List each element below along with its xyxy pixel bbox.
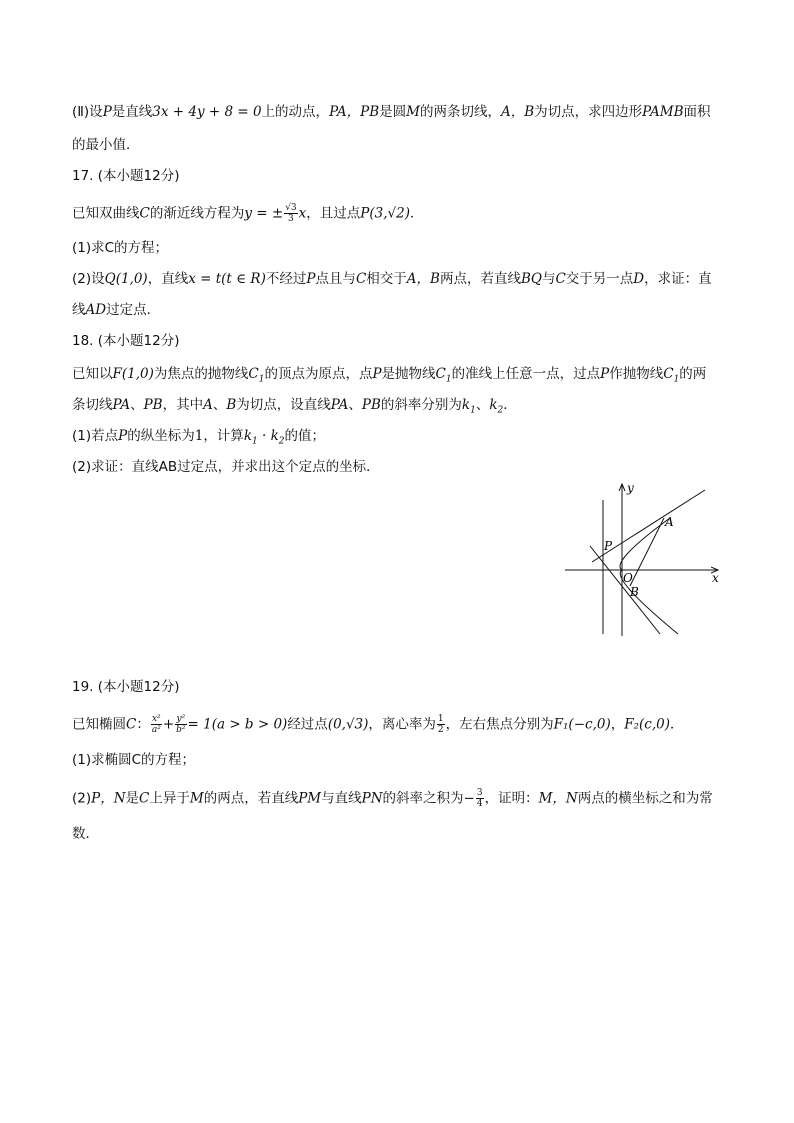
q18-stem-line1 xyxy=(72,365,732,389)
label-a: A xyxy=(665,515,674,529)
text: ，求证：直 xyxy=(644,271,712,287)
q19-part2-line1 xyxy=(72,788,732,809)
text: 交于另一点 xyxy=(565,271,634,287)
fraction-y xyxy=(175,714,186,735)
text: 、 xyxy=(348,397,362,413)
math: P(3,√2) xyxy=(360,205,410,222)
text: ，且过点 xyxy=(306,205,361,222)
chord-ab xyxy=(630,518,664,586)
text: 的两点，若直线 xyxy=(203,790,299,807)
text: 不经过 xyxy=(265,271,307,287)
math: PN xyxy=(361,790,383,807)
math xyxy=(435,366,452,385)
math: Q(1,0) xyxy=(104,271,148,287)
text: 是直线 xyxy=(111,104,153,120)
math: = 1(a > b > 0) xyxy=(187,716,288,733)
text: 的渐近线方程为 xyxy=(149,205,245,222)
math: y = ± xyxy=(244,205,284,222)
text: ，离心率为 xyxy=(368,716,436,733)
q17-part2-line2 xyxy=(72,301,732,319)
denominator: 3 xyxy=(288,214,294,224)
label-o: O xyxy=(623,571,633,585)
text: C xyxy=(663,366,674,382)
math: F(1,0) xyxy=(112,366,154,382)
math xyxy=(663,366,680,385)
numerator: 1 xyxy=(437,714,444,724)
q18-part2 xyxy=(72,458,732,476)
q16-part2-line2 xyxy=(72,136,732,154)
math: F₁(−c,0) xyxy=(553,716,611,733)
subscript: 2 xyxy=(278,436,285,447)
subscript: 2 xyxy=(497,405,504,416)
text: 的两 xyxy=(679,366,707,382)
text: 、 xyxy=(475,397,490,413)
text: 作抛物线 xyxy=(609,366,664,382)
text: 经过点 xyxy=(287,716,328,733)
fraction-x xyxy=(151,714,162,735)
math: PA，PB xyxy=(329,104,380,120)
math: M，N xyxy=(538,790,578,807)
numerator: y² xyxy=(176,714,186,724)
text: 为切点，设直线 xyxy=(236,397,331,413)
text: C xyxy=(248,366,259,382)
numerator: 3 xyxy=(476,788,483,798)
denominator: a² xyxy=(151,725,161,735)
text: 、 xyxy=(212,397,227,413)
fraction-e xyxy=(437,714,445,735)
text: k xyxy=(270,428,279,444)
math: C xyxy=(126,716,137,733)
text: (1)求C的方程； xyxy=(72,240,169,256)
text: 点且与 xyxy=(315,271,356,287)
text: ，其中 xyxy=(162,397,204,413)
math: P xyxy=(102,104,112,120)
text: 过定点． xyxy=(106,302,161,318)
text: k xyxy=(489,397,498,413)
text: 相交于 xyxy=(366,271,407,287)
math: P xyxy=(600,366,610,382)
question-header: 18. (本小题12分) xyxy=(72,333,180,349)
math: − xyxy=(463,790,475,807)
text: 与直线 xyxy=(321,790,362,807)
math: + xyxy=(162,716,175,733)
math: P xyxy=(306,271,316,287)
label-y: y xyxy=(627,481,634,495)
text: 的准线上任意一点，过点 xyxy=(451,366,601,382)
text: ，左右焦点分别为 xyxy=(445,716,554,733)
subscript: 1 xyxy=(673,374,680,385)
text: (1)求椭圆C的方程； xyxy=(72,752,196,768)
text: 已知以 xyxy=(72,366,113,382)
text: ． xyxy=(503,397,517,413)
math: PB xyxy=(143,397,163,413)
text: 的斜率之积为 xyxy=(382,790,464,807)
numerator: x² xyxy=(151,714,161,724)
text: 条切线 xyxy=(72,397,113,413)
math: PA xyxy=(112,397,131,413)
subscript: 1 xyxy=(470,405,476,416)
text: 的两条切线， xyxy=(420,104,501,120)
math xyxy=(489,397,504,416)
q18-stem-line2 xyxy=(72,396,732,420)
label-p: P xyxy=(604,539,613,553)
q19-stem xyxy=(72,714,732,735)
math xyxy=(461,397,476,416)
text: k xyxy=(243,428,252,444)
math: AD xyxy=(85,302,107,318)
fraction-slope xyxy=(476,788,484,809)
math: P xyxy=(372,366,382,382)
subscript: 1 xyxy=(445,374,452,385)
text: ，证明： xyxy=(484,790,539,807)
question-header: 19. (本小题12分) xyxy=(72,679,180,695)
text: 的最小值． xyxy=(72,137,140,153)
math: PM xyxy=(298,790,322,807)
math: PAMB xyxy=(642,104,684,120)
fraction xyxy=(284,203,297,224)
math: F₂(c,0) xyxy=(624,716,670,733)
text: 面积 xyxy=(683,104,711,120)
numerator: √3 xyxy=(285,203,297,213)
label-b: B xyxy=(630,585,639,599)
math: P xyxy=(118,428,128,444)
denominator: 4 xyxy=(476,799,483,809)
text: 的值； xyxy=(284,428,326,444)
math: BQ xyxy=(520,271,542,287)
q18-part1 xyxy=(72,427,732,451)
math xyxy=(248,366,265,385)
math: C xyxy=(139,790,150,807)
text: 上异于 xyxy=(149,790,190,807)
q19-header xyxy=(72,678,732,696)
q17-part1 xyxy=(72,239,732,257)
text: 两点的横坐标之和为常 xyxy=(577,790,713,807)
subscript: 1 xyxy=(252,436,258,447)
q17-header xyxy=(72,167,732,185)
math: PB xyxy=(361,397,381,413)
q19-part2-line2 xyxy=(72,825,732,843)
math: C xyxy=(355,271,367,287)
text: (Ⅱ)设 xyxy=(72,104,103,120)
text: ． xyxy=(670,716,684,733)
q19-part1 xyxy=(72,751,732,769)
subscript: 1 xyxy=(258,374,265,385)
text: ： xyxy=(136,716,150,733)
math: x = t(t ∈ R) xyxy=(188,271,266,287)
text: k xyxy=(461,397,471,413)
text: 已知双曲线 xyxy=(72,205,140,222)
text: (1)若点 xyxy=(72,428,119,444)
denominator: b² xyxy=(176,725,186,735)
text: ，直线 xyxy=(147,271,189,287)
text: 是 xyxy=(125,790,140,807)
text: ，计算 xyxy=(203,428,244,444)
math: C xyxy=(555,271,566,287)
text: (2)设 xyxy=(72,271,105,287)
q17-stem xyxy=(72,203,732,224)
text: 为焦点的抛物线 xyxy=(153,366,249,382)
text: 是圆 xyxy=(379,104,407,120)
text: 上的动点， xyxy=(261,104,330,120)
math: 3x + 4y + 8 = 0 xyxy=(152,104,262,120)
math: C xyxy=(139,205,150,222)
text: ， xyxy=(610,716,625,733)
math: D xyxy=(633,271,645,287)
text: 的斜率分别为 xyxy=(380,397,462,413)
denominator: 2 xyxy=(437,725,444,735)
text: 的纵坐标为 xyxy=(127,428,195,444)
text: 数． xyxy=(72,826,99,842)
q16-part2-line1 xyxy=(72,103,732,121)
math: P，N xyxy=(91,790,126,807)
math: A，B xyxy=(406,271,440,287)
math: M xyxy=(189,790,204,807)
math: B xyxy=(226,397,237,413)
math: 1 xyxy=(194,428,204,444)
parabola-tangent-figure xyxy=(560,478,730,638)
text: C xyxy=(435,366,446,382)
question-header: 17. (本小题12分) xyxy=(72,168,180,184)
text: 、 xyxy=(130,397,144,413)
math: A，B xyxy=(501,104,535,120)
text: 的顶点为原点，点 xyxy=(264,366,373,382)
math: A xyxy=(203,397,213,413)
text: (2) xyxy=(72,790,92,807)
math: x xyxy=(298,205,307,222)
q18-header xyxy=(72,332,732,350)
math: (0,√3) xyxy=(327,716,369,733)
text: 已知椭圆 xyxy=(72,716,126,733)
text: ． xyxy=(409,205,424,222)
math: $k_1 \cdot k_2$ xyxy=(243,428,285,447)
text: (2)求证：直线AB过定点，并求出这个定点的坐标． xyxy=(72,459,380,475)
text: 线 xyxy=(72,302,86,318)
math: M xyxy=(406,104,420,120)
text: 是抛物线 xyxy=(381,366,436,382)
text: 与 xyxy=(541,271,556,287)
q17-part2-line1 xyxy=(72,270,732,288)
text: 为切点，求四边形 xyxy=(534,104,643,120)
text: 两点，若直线 xyxy=(439,271,521,287)
label-x: x xyxy=(712,571,719,585)
tangent-line-pb xyxy=(590,546,660,634)
math: PA xyxy=(330,397,349,413)
